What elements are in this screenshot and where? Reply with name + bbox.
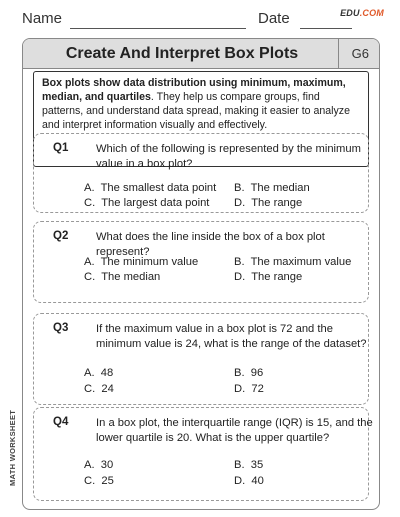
option-b-text: The median [250,182,310,194]
question-number: Q3 [53,322,69,334]
question-number: Q4 [53,416,69,428]
option-a[interactable]: A. The minimum value [84,256,199,268]
question-text: What does the line inside the box of a box plot represent? [96,231,325,258]
option-c-text: The largest data point [101,197,210,209]
option-b[interactable]: B. 35 [234,459,264,471]
option-c-text: 25 [101,475,114,487]
grade-badge: G6 [351,46,369,61]
side-label: MATH WORKSHEET [8,409,17,486]
brand-logo [340,8,384,18]
question-card-2 [33,221,369,303]
option-a[interactable]: A. 30 [84,459,114,471]
question-card-4 [33,407,373,501]
name-write-line[interactable] [70,28,246,29]
question-card-3 [33,313,369,405]
option-b-text: 35 [250,459,264,471]
option-b[interactable]: B. The median [234,182,310,194]
question-number: Q1 [53,142,69,154]
name-label: Name [22,10,63,27]
option-b-text: The maximum value [250,256,352,268]
option-c-text: 24 [101,383,114,395]
brand-name: EDU [340,8,360,18]
question-text: In a box plot, the interquartile range (IQR) is 15, and the lower quartile is 20. What is the upper quartile? [96,417,373,444]
title-bar [23,39,379,69]
option-c[interactable]: C. 25 [84,475,114,487]
option-b-text: 96 [250,367,264,379]
option-d[interactable]: D. The range [234,197,303,209]
option-d-text: 40 [251,475,264,487]
option-d-text: 72 [251,383,264,395]
option-d[interactable]: D. 72 [234,383,264,395]
option-d[interactable]: D. 40 [234,475,264,487]
question-card-1 [33,133,369,213]
question-text: Which of the following is represented by the minimum value in a box plot? [96,143,361,170]
option-b[interactable]: B. 96 [234,367,264,379]
question-text: If the maximum value in a box plot is 72 and the minimum value is 24, what is the range of the dataset? [96,323,367,350]
option-a-text: The smallest data point [100,182,217,194]
date-label: Date [258,10,290,27]
option-c[interactable]: C. The largest data point [84,197,210,209]
option-a-text: The minimum value [100,256,199,268]
intro-bold: Box plots show data distribution using minimum, maximum, median, and quartiles [42,77,346,103]
option-c[interactable]: C. 24 [84,383,114,395]
option-a[interactable]: A. The smallest data point [84,182,217,194]
brand-tld: .COM [359,8,384,18]
option-a-text: 30 [100,459,114,471]
option-c[interactable]: C. The median [84,271,161,283]
option-b[interactable]: B. The maximum value [234,256,352,268]
intro-text: . They help us compare groups, find patterns, and understand data spread, making it easier to analyze and interpret information visually and effectively. [42,91,350,131]
option-a[interactable]: A. 48 [84,367,114,379]
question-number: Q2 [53,230,69,242]
worksheet-title: Create And Interpret Box Plots [65,45,299,62]
option-a-text: 48 [100,367,114,379]
option-d[interactable]: D. The range [234,271,303,283]
date-write-line[interactable] [300,28,352,29]
worksheet-card [22,38,380,510]
option-d-text: The range [251,271,303,283]
option-c-text: The median [101,271,161,283]
grade-divider [338,39,340,69]
option-d-text: The range [251,197,303,209]
